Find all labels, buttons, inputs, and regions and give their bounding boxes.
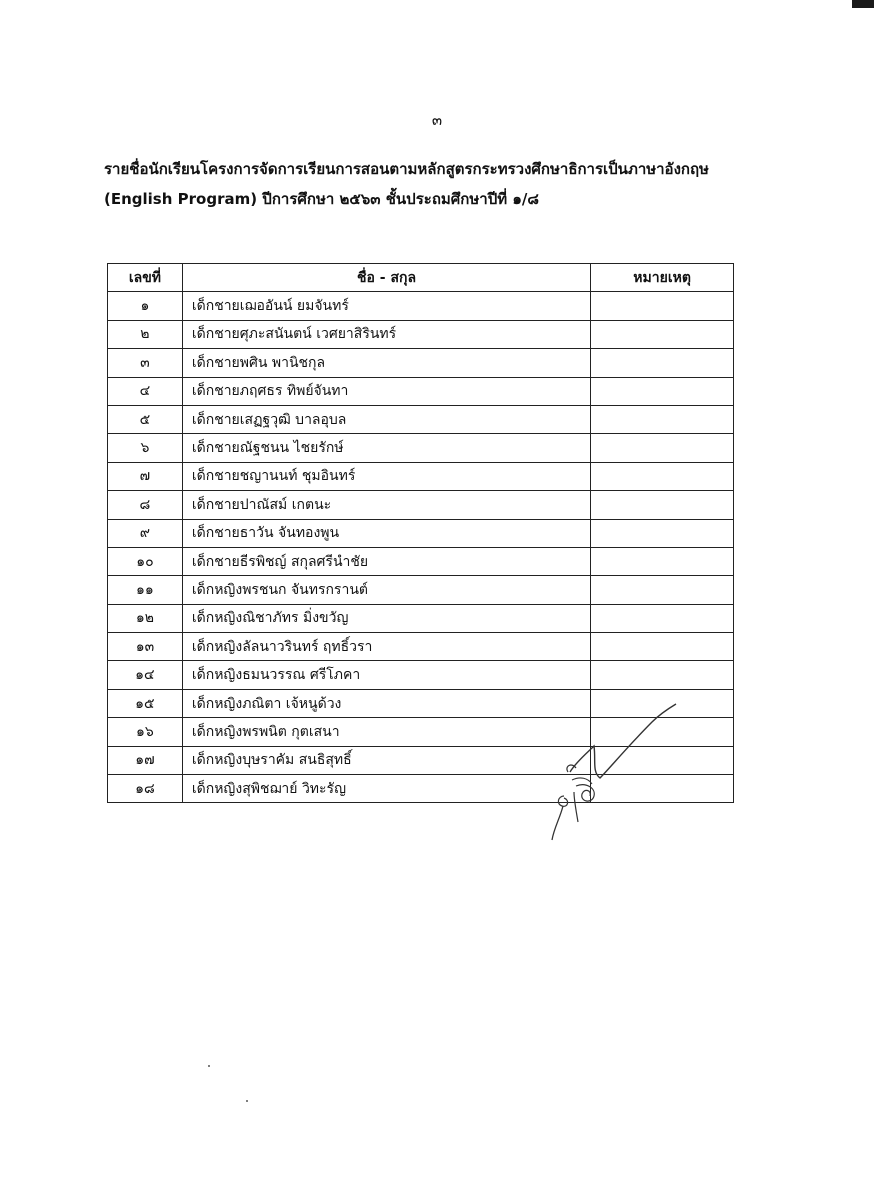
remark-cell	[591, 377, 734, 405]
remark-cell	[591, 576, 734, 604]
remark-cell	[591, 661, 734, 689]
row-number: ๑๒	[108, 604, 183, 632]
student-name: เด็กชายธีรพิชญ์ สกุลศรีนำชัย	[182, 547, 590, 575]
row-number: ๔	[108, 377, 183, 405]
row-number: ๑๗	[108, 746, 183, 774]
table-row	[108, 746, 734, 774]
student-name: เด็กชายพศิน พานิชกุล	[182, 349, 590, 377]
table-row	[108, 491, 734, 519]
student-name: เด็กชายธาวัน จันทองพูน	[182, 519, 590, 547]
row-number: ๑๐	[108, 547, 183, 575]
row-number: ๑๓	[108, 633, 183, 661]
row-number: ๑	[108, 292, 183, 320]
remark-cell	[591, 746, 734, 774]
row-number: ๕	[108, 405, 183, 433]
student-name: เด็กชายเสฏฐวุฒิ บาลอุบล	[182, 405, 590, 433]
row-number: ๑๑	[108, 576, 183, 604]
table-row	[108, 349, 734, 377]
table-row	[108, 661, 734, 689]
table-body	[108, 292, 734, 803]
header-name: ชื่อ - สกุล	[182, 264, 590, 292]
table-row	[108, 718, 734, 746]
student-name: เด็กชายภฤศธร ทิพย์จันทา	[182, 377, 590, 405]
header-number: เลขที่	[108, 264, 183, 292]
student-name: เด็กชายณัฐชนน ไชยรักษ์	[182, 434, 590, 462]
remark-cell	[591, 633, 734, 661]
row-number: ๑๕	[108, 689, 183, 717]
table-row	[108, 576, 734, 604]
row-number: ๖	[108, 434, 183, 462]
student-name: เด็กหญิงภณิตา เจ้หนูด้วง	[182, 689, 590, 717]
row-number: ๓	[108, 349, 183, 377]
scan-edge-mark	[852, 0, 874, 8]
row-number: ๗	[108, 462, 183, 490]
table-row	[108, 405, 734, 433]
student-roster-table	[107, 263, 734, 803]
student-name: เด็กหญิงลัลนาวรินทร์ ฤทธิ์วรา	[182, 633, 590, 661]
student-name: เด็กหญิงธมนวรรณ ศรีโภคา	[182, 661, 590, 689]
document-title-line-2: (English Program) ปีการศึกษา ๒๕๖๓ ชั้นประถมศึกษาปีที่ ๑/๘	[104, 190, 539, 208]
row-number: ๑๖	[108, 718, 183, 746]
header-remark: หมายเหตุ	[591, 264, 734, 292]
scan-speck	[246, 1100, 248, 1102]
remark-cell	[591, 718, 734, 746]
remark-cell	[591, 547, 734, 575]
document-title-line-1: รายชื่อนักเรียนโครงการจัดการเรียนการสอนตามหลักสูตรกระทรวงศึกษาธิการเป็นภาษาอังกฤษ	[104, 160, 709, 178]
table-row	[108, 604, 734, 632]
student-name: เด็กหญิงพรพนิต กุตเสนา	[182, 718, 590, 746]
remark-cell	[591, 775, 734, 803]
table-row	[108, 689, 734, 717]
remark-cell	[591, 689, 734, 717]
row-number: ๒	[108, 320, 183, 348]
remark-cell	[591, 434, 734, 462]
remark-cell	[591, 604, 734, 632]
remark-cell	[591, 491, 734, 519]
remark-cell	[591, 519, 734, 547]
student-name: เด็กชายปาณัสม์ เกตนะ	[182, 491, 590, 519]
student-name: เด็กหญิงณิชาภัทร มิ่งขวัญ	[182, 604, 590, 632]
remark-cell	[591, 320, 734, 348]
table-row	[108, 377, 734, 405]
table-header-row	[108, 264, 734, 292]
student-name: เด็กชายเฌออันน์ ยมจันทร์	[182, 292, 590, 320]
table-row	[108, 434, 734, 462]
scan-speck	[208, 1065, 210, 1067]
student-name: เด็กชายชญานนท์ ชุมอินทร์	[182, 462, 590, 490]
table-row	[108, 462, 734, 490]
remark-cell	[591, 405, 734, 433]
table-row	[108, 775, 734, 803]
student-name: เด็กหญิงบุษราคัม สนธิสุทธิ์	[182, 746, 590, 774]
remark-cell	[591, 462, 734, 490]
table-row	[108, 292, 734, 320]
remark-cell	[591, 292, 734, 320]
row-number: ๑๘	[108, 775, 183, 803]
table-row	[108, 547, 734, 575]
row-number: ๙	[108, 519, 183, 547]
student-name: เด็กชายศุภะสนันตน์ เวศยาสิรินทร์	[182, 320, 590, 348]
row-number: ๘	[108, 491, 183, 519]
student-name: เด็กหญิงพรชนก จันทรกรานต์	[182, 576, 590, 604]
page-number: ๓	[431, 111, 443, 129]
table-row	[108, 633, 734, 661]
remark-cell	[591, 349, 734, 377]
table-row	[108, 519, 734, 547]
student-name: เด็กหญิงสุพิชฌาย์ วิทะรัญ	[182, 775, 590, 803]
table-row	[108, 320, 734, 348]
row-number: ๑๔	[108, 661, 183, 689]
